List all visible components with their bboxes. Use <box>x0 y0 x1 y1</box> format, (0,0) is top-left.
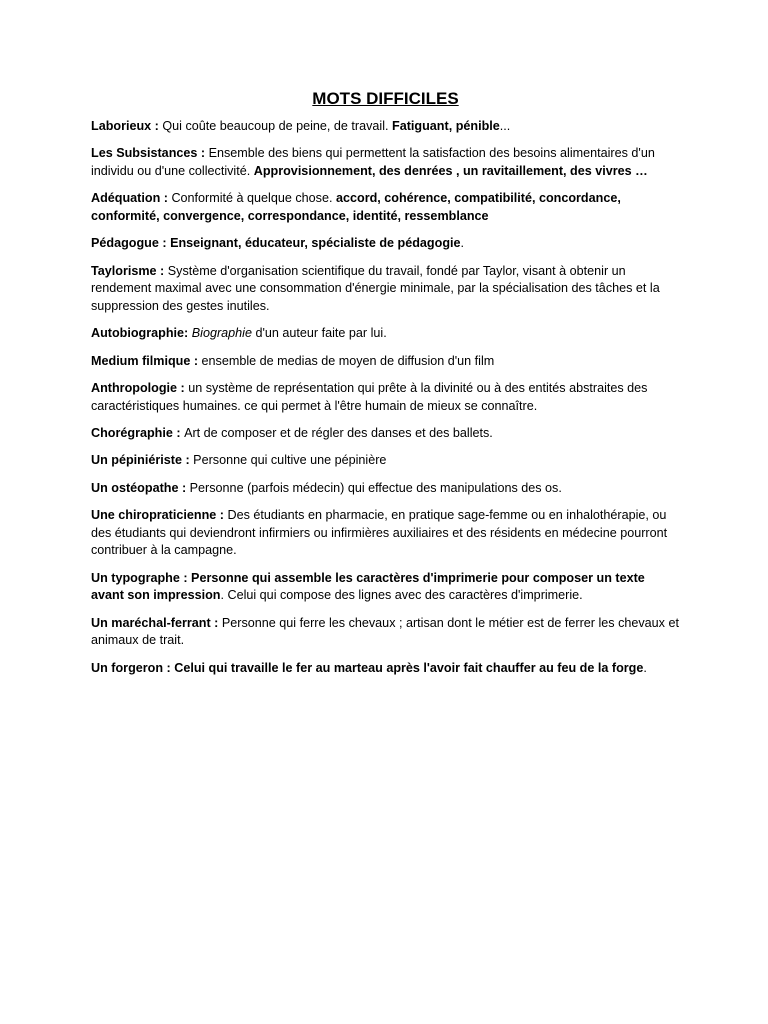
entry-definition: Des étudiants en pharmacie, en pratique sage-femme ou en inhalothérapie, ou des étudiants qui deviendront infirmiers ou infirmières auxiliaires et des résidents en médecine pourront contribuer à la campagne. <box>91 508 668 558</box>
entry-term: Adéquation : <box>91 191 172 206</box>
entry-term: Un pépiniériste : <box>91 453 194 468</box>
glossary-entry <box>91 660 680 678</box>
entry-definition: . <box>460 236 465 251</box>
entry-term: Chorégraphie : <box>91 426 185 441</box>
entry-term: Un ostéopathe : <box>91 480 190 495</box>
entry-definition: . <box>643 660 647 675</box>
glossary-entry <box>91 263 680 316</box>
glossary-entry <box>91 570 680 605</box>
glossary-entry <box>91 235 680 253</box>
entry-term: Anthropologie : <box>91 381 189 396</box>
entry-definition: un système de représentation qui prête à la divinité ou à des entités abstraites des caractéristiques humaines. ce qui permet à l'être humain de mieux se connaître. <box>91 381 648 413</box>
glossary-entry <box>91 145 680 180</box>
entry-term: Taylorisme : <box>91 263 168 278</box>
entry-definition: ... <box>499 119 511 133</box>
glossary-entry <box>91 480 680 498</box>
entry-definition: Qui coûte beaucoup de peine, de travail. <box>162 119 393 133</box>
entry-definition: Personne qui cultive une pépinière <box>193 453 387 468</box>
entry-definition: Personne (parfois médecin) qui effectue des manipulations des os. <box>189 480 562 495</box>
entry-term: accord, cohérence, compatibilité, concordance, conformité, convergence, correspondance, identité, ressemblance <box>91 191 621 223</box>
glossary-entry <box>91 325 680 343</box>
glossary-list <box>91 118 680 677</box>
glossary-entry <box>91 380 680 415</box>
entry-definition: Conformité à quelque chose. <box>171 191 336 206</box>
entry-term: Un forgeron : Celui qui travaille le fer au marteau après l'avoir fait chauffer au feu de la forge <box>91 660 644 675</box>
glossary-entry <box>91 452 680 470</box>
entry-definition: Art de composer et de régler des danses et des ballets. <box>184 426 493 441</box>
entry-term: Les Subsistances : <box>91 146 209 161</box>
glossary-entry <box>91 118 680 136</box>
glossary-entry <box>91 615 680 650</box>
entry-term: Medium filmique : <box>91 353 202 368</box>
entry-emphasis: Biographie <box>191 326 252 341</box>
entry-term: Une chiropraticienne : <box>91 508 228 523</box>
entry-term: Un typographe : Personne qui assemble les caractères d'imprimerie pour composer un texte avant son impression <box>91 570 645 603</box>
entry-term: Laborieux : <box>91 119 163 133</box>
entry-definition: d'un auteur faite par lui. <box>251 326 387 341</box>
entry-definition: Système d'organisation scientifique du travail, fondé par Taylor, visant à obtenir un rendement maximal avec une consommation d'énergie minimale, par la spécialisation des tâches et la suppression des gestes inutiles. <box>91 263 660 313</box>
page-title: MOTS DIFFICILES <box>312 89 459 108</box>
entry-definition: . Celui qui compose des lignes avec des caractères d'imprimerie. <box>220 588 583 603</box>
glossary-entry <box>91 190 680 225</box>
glossary-entry <box>91 507 680 560</box>
entry-definition: ensemble de medias de moyen de diffusion d'un film <box>201 353 495 368</box>
entry-definition: Personne qui ferre les chevaux ; artisan dont le métier est de ferrer les chevaux et animaux de trait. <box>91 615 679 648</box>
entry-term: Autobiographie: <box>91 326 192 341</box>
glossary-entry <box>91 353 680 371</box>
entry-definition: Ensemble des biens qui permettent la satisfaction des besoins alimentaires d'un individu ou d'une collectivité. <box>91 146 655 178</box>
entry-term: Pédagogue : Enseignant, éducateur, spécialiste de pédagogie <box>91 236 461 251</box>
entry-term: Approvisionnement, des denrées , un ravitaillement, des vivres … <box>253 163 648 178</box>
glossary-entry <box>91 425 680 443</box>
entry-term: Fatiguant, pénible <box>392 119 500 133</box>
entry-term: Un maréchal-ferrant : <box>91 615 222 630</box>
